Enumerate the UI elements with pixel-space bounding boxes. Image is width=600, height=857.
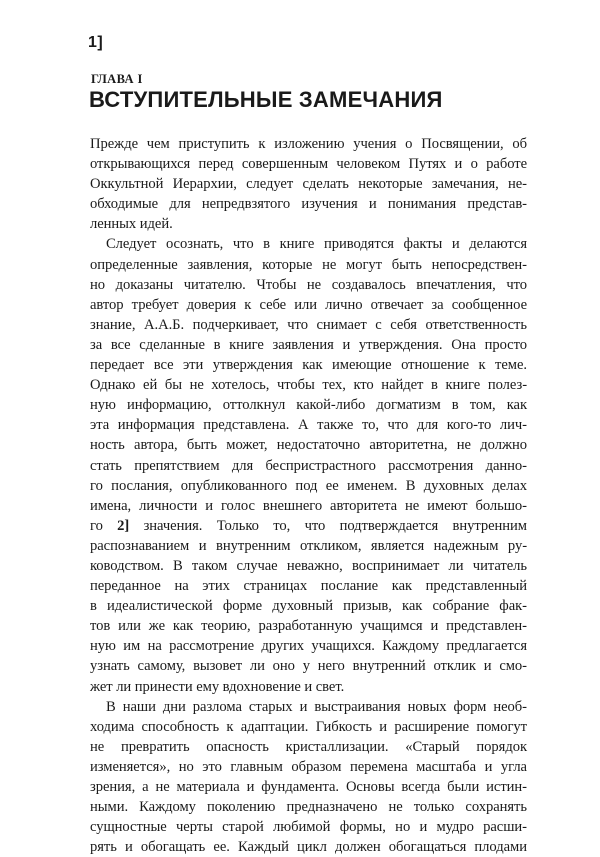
text-fragment: го: [90, 517, 103, 534]
text-line: В наши дни разлома старых и выстраивания новых форм необ-: [106, 698, 527, 715]
text-line: передает все эти утверждения как имеющие отношение к теме.: [90, 357, 527, 374]
text-line: ленных идей.: [90, 216, 173, 233]
text-line: имена, личности и голос внешнего авторитета не имеют большо-: [90, 497, 527, 514]
body-text: [90, 134, 527, 857]
text-line: го послания, опубликованного под ее именем. В духовных делах: [90, 477, 527, 494]
text-line: не превратить опасность кристаллизации. «Старый порядок: [90, 738, 527, 755]
text-line: в идеалистической форме духовный призыв, как собрание фак-: [90, 598, 527, 615]
text-line: Оккультной Иерархии, следует сделать некоторые замечания, не-: [90, 176, 527, 193]
text-line: обходимые для непредвзятого изучения и понимания представ-: [90, 196, 527, 213]
text-line: определенные заявления, которые не могут быть непосредствен-: [90, 256, 527, 273]
text-line: за все сделанные в книге заявления и утверждения. Она просто: [90, 336, 527, 353]
text-line: переданное на этих страницах послание как представленный: [90, 578, 527, 595]
chapter-title: ВСТУПИТЕЛЬНЫЕ ЗАМЕЧАНИЯ: [89, 87, 443, 112]
text-line: эта информация представлена. А также то, что для кого-то лич-: [90, 417, 527, 434]
text-fragment: значения. Только то, что подтверждается внутренним: [143, 517, 527, 534]
page-number-marker: 1]: [88, 34, 104, 51]
text-line: автор требует доверия к себе или лично отвечает за сообщенное: [90, 296, 527, 313]
text-line: Прежде чем приступить к изложению учения о Посвящении, об: [90, 136, 527, 152]
chapter-label: ГЛАВА I: [91, 72, 143, 86]
text-line: тов или же как теорию, разработанную учащимся и представлен-: [90, 618, 527, 635]
text-line: Однако ей бы не хотелось, чтобы тех, кто найдет в книге полез-: [90, 377, 527, 394]
text-line: Следует осознать, что в книге приводятся факты и делаются: [106, 236, 527, 253]
text-line: распознаванием и внутренним откликом, является надежным ру-: [90, 537, 527, 554]
text-line: сущностные черты старой любимой формы, но и мудро расши-: [90, 819, 527, 836]
paragraph-3: [90, 697, 527, 857]
paragraph-2: [90, 234, 527, 696]
text-line: ходима способность к адаптации. Гибкость и расширение помогут: [90, 718, 527, 735]
text-line: стать препятствием для беспристрастного рассмотрения данно-: [90, 457, 527, 474]
text-line: жет ли принести ему вдохновение и свет.: [90, 678, 345, 695]
text-line: рять и обогащать ее. Каждый цикл должен обогащаться плодами: [90, 839, 527, 856]
text-line: ную информацию, оттолкнул какой-либо догматизм в том, как: [90, 397, 527, 414]
text-line: изменяется», но это главным образом перемена масштаба и угла: [90, 758, 527, 775]
text-line: знание, А.А.Б. подчеркивает, что снимает с себя ответственность: [90, 316, 527, 333]
text-line: ными. Каждому поколению предназначено не только сохранять: [90, 799, 527, 816]
text-line: узнать самому, вызовет ли оно у него внутренний отклик и смо-: [90, 658, 527, 675]
text-line: зрения, а не материала и фундамента. Основы всегда были истин-: [90, 779, 527, 795]
text-line: ководством. В таком случае неважно, воспринимает ли читатель: [90, 557, 527, 574]
text-line: но доказаны читателю. Чтобы не создавалось впечатления, что: [90, 276, 527, 293]
inline-page-marker: 2]: [117, 517, 130, 534]
paragraph-1: [90, 134, 527, 234]
text-line: ность автора, быть может, недостаточно авторитетна, не должно: [90, 437, 527, 454]
text-line: открывающихся перед совершенным человеком Путях и о работе: [90, 156, 527, 173]
text-line: ную им на рассмотрение других учащихся. Каждому предлагается: [90, 638, 527, 655]
text-line-with-page-marker: [90, 516, 527, 536]
